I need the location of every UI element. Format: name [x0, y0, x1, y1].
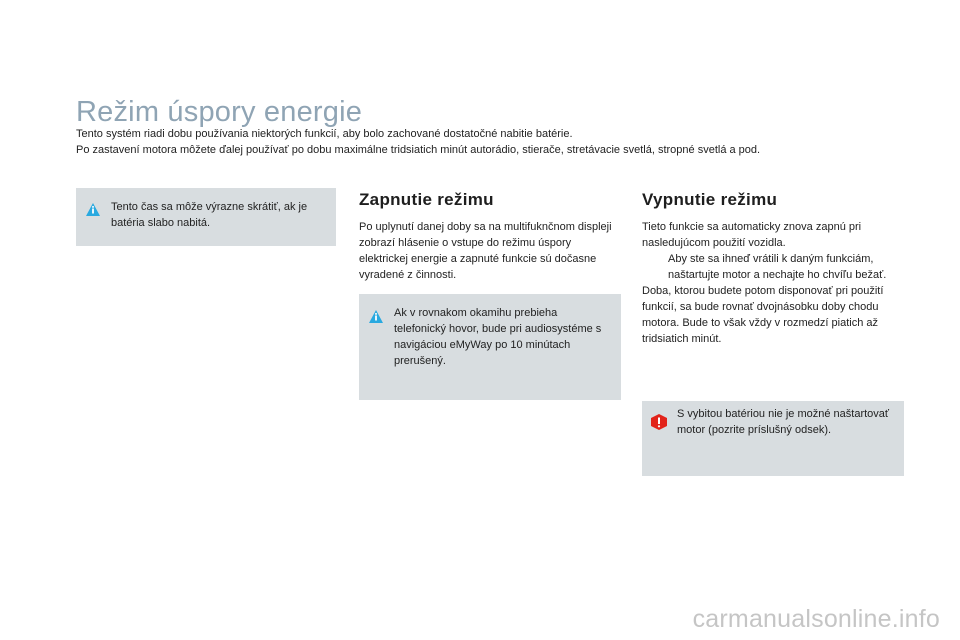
- info-note-text: Tento čas sa môže výrazne skrátiť, ak je batéria slabo nabitá.: [111, 201, 308, 229]
- section-activation: [359, 189, 621, 283]
- warning-note-battery: [642, 401, 904, 476]
- intro-line-1: Tento systém riadi dobu používania niektorých funkcií, aby bolo zachované dostatočné nabitie batérie.: [76, 128, 573, 140]
- info-icon: [368, 309, 384, 325]
- warning-icon: [650, 413, 668, 431]
- section-heading-deactivation: Vypnutie režimu: [642, 190, 778, 209]
- page-title: Režim úspory energie: [76, 96, 363, 128]
- activation-body: Po uplynutí danej doby sa na multifuknčnom displeji zobrazí hlásenie o vstupe do režimu úspory elektrickej energie a zapnuté funkcie sú dočasne vyradené z činnosti.: [359, 221, 612, 281]
- deactivation-body: Tieto funkcie sa automaticky znova zapnú pri nasledujúcom použití vozidla.: [642, 221, 862, 249]
- watermark: carmanualsonline.info: [692, 605, 940, 633]
- info-icon: [85, 202, 101, 218]
- section-heading-activation: Zapnutie režimu: [359, 190, 494, 209]
- bullet-text: Aby ste sa ihneď vrátili k daným funkciám, naštartujte motor a nechajte ho chvíľu bežať.: [668, 253, 887, 281]
- intro-text: [76, 126, 936, 158]
- intro-line-2: Po zastavení motora môžete ďalej používať po dobu maximálne tridsiatich minút autorádio, stierače, stretávacie svetlá, stropné svetlá a pod.: [76, 144, 761, 156]
- deactivation-bullet: [642, 251, 904, 283]
- info-note-text: Ak v rovnakom okamihu prebieha telefonický hovor, bude pri audiosystéme s navigáciou eMyWay po 10 minútach prerušený.: [394, 307, 602, 367]
- deactivation-body-2: Doba, ktorou budete potom disponovať pri použití funkcií, sa bude rovnať dvojnásobku doby chodu motora. Bude to však vždy v rozmedzí piatich až tridsiatich minút.: [642, 285, 884, 345]
- info-note-phone-call: [359, 294, 621, 400]
- warning-note-text: S vybitou batériou nie je možné naštartovať motor (pozrite príslušný odsek).: [677, 408, 890, 436]
- section-deactivation: [642, 189, 904, 347]
- info-note-battery: [76, 188, 336, 246]
